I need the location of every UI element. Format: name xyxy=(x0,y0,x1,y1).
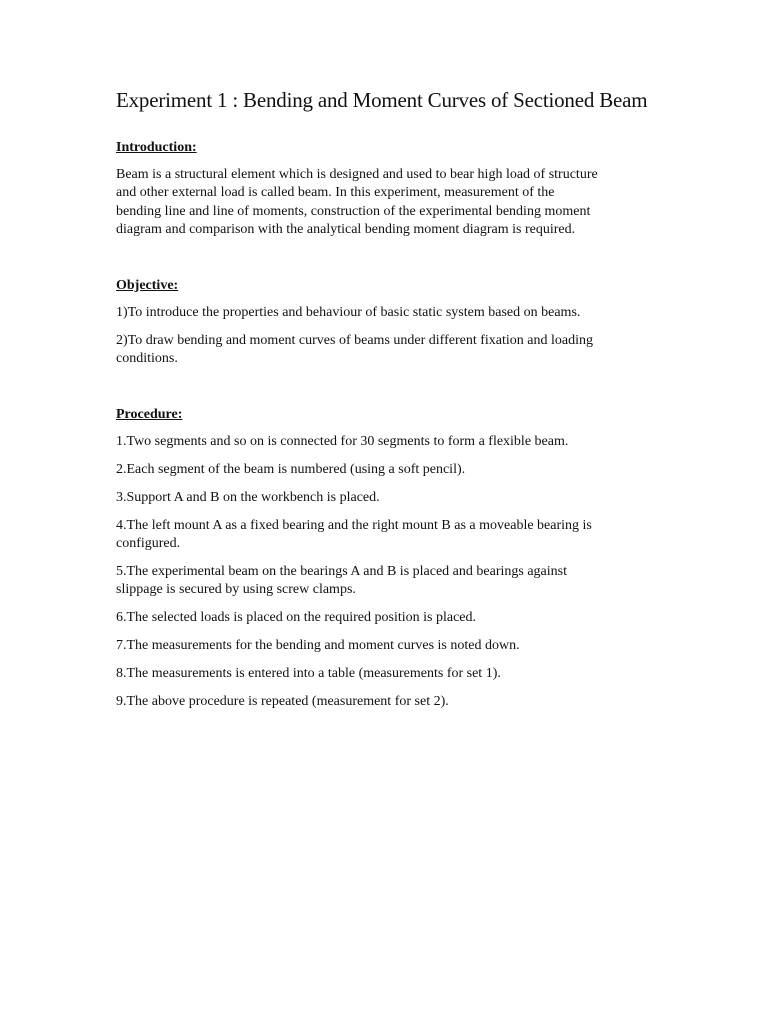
procedure-heading: Procedure: xyxy=(116,407,183,422)
step-line: 6.The selected loads is placed on the required position is placed. xyxy=(116,610,477,625)
procedure-step xyxy=(116,609,656,627)
procedure-step xyxy=(116,489,656,507)
step-line: 4.The left mount A as a fixed bearing and the right mount B as a moveable bearing is xyxy=(116,518,592,533)
procedure-step xyxy=(116,637,656,655)
procedure-step xyxy=(116,693,656,711)
page-title: Experiment 1 : Bending and Moment Curves of Sectioned Beam xyxy=(116,88,648,112)
procedure-step xyxy=(116,665,656,683)
step-line: 7.The measurements for the bending and moment curves is noted down. xyxy=(116,638,520,653)
step-line: 9.The above procedure is repeated (measurement for set 2). xyxy=(116,694,449,709)
item-line: 1)To introduce the properties and behaviour of basic static system based on beams. xyxy=(116,305,581,320)
step-line: 3.Support A and B on the workbench is placed. xyxy=(116,490,380,505)
objective-item xyxy=(116,304,656,322)
paragraph-line: diagram and comparison with the analytical bending moment diagram is required. xyxy=(116,222,576,238)
procedure-step xyxy=(116,517,656,554)
procedure-step xyxy=(116,433,656,451)
step-line: slippage is secured by using screw clamps. xyxy=(116,582,356,598)
step-line: 8.The measurements is entered into a table (measurements for set 1). xyxy=(116,666,501,681)
paragraph-line: bending line and line of moments, construction of the experimental bending moment xyxy=(116,203,591,219)
item-line: 2)To draw bending and moment curves of beams under different fixation and loading xyxy=(116,333,593,348)
introduction-heading: Introduction: xyxy=(116,140,197,155)
item-line: conditions. xyxy=(116,351,178,367)
step-line: 2.Each segment of the beam is numbered (using a soft pencil). xyxy=(116,462,466,477)
step-line: configured. xyxy=(116,536,181,552)
objective-item xyxy=(116,332,656,369)
paragraph-line: Beam is a structural element which is designed and used to bear high load of structure xyxy=(116,167,598,182)
procedure-step xyxy=(116,563,656,600)
introduction-paragraph xyxy=(116,166,656,240)
procedure-step xyxy=(116,461,656,479)
step-line: 1.Two segments and so on is connected for 30 segments to form a flexible beam. xyxy=(116,434,569,449)
paragraph-line: and other external load is called beam. In this experiment, measurement of the xyxy=(116,185,555,201)
objective-heading: Objective: xyxy=(116,278,179,293)
step-line: 5.The experimental beam on the bearings A and B is placed and bearings against xyxy=(116,564,567,579)
